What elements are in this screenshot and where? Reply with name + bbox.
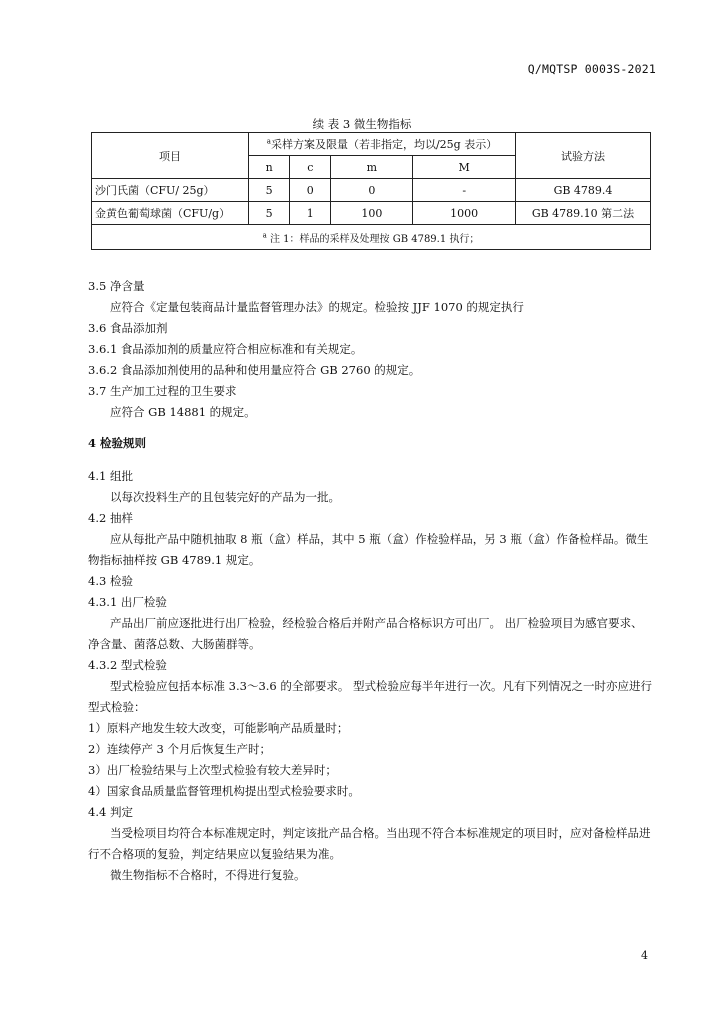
page-number: 4 [641, 949, 648, 962]
row-c: 0 [290, 179, 331, 202]
list-item: 4）国家食品质量监督管理机构提出型式检验要求时。 [88, 784, 360, 798]
subheader-c: c [290, 156, 331, 179]
section-4-4-text-1: 当受检项目均符合本标准规定时，判定该批产品合格。当出现不符合本标准规定的项目时，应对备检样品进行不合格项的复验，判定结果应以复验结果为准。 [88, 826, 651, 861]
table-row [92, 202, 651, 225]
row-item: 沙门氏菌（CFU/ 25g） [92, 179, 249, 202]
column-header-item: 项目 [92, 133, 249, 179]
row-M: - [413, 179, 516, 202]
table-note: $^a$ 注 1：样品的采样及处理按 GB 4789.1 执行； [92, 225, 651, 250]
section-4-3-2-text: 型式检验应包括本标准 3.3～3.6 的全部要求。 型式检验应每半年进行一次。凡有下列情况之一时亦应进行型式检验： [88, 679, 653, 714]
list-item: 3）出厂检验结果与上次型式检验有较大差异时； [88, 763, 337, 777]
microbial-indicator-table [91, 132, 651, 250]
subheader-M: M [413, 156, 516, 179]
row-n: 5 [249, 179, 290, 202]
section-3-6-title: 3.6 食品添加剂 [88, 321, 168, 335]
column-header-method: 试验方法 [516, 133, 651, 179]
row-m: 0 [331, 179, 413, 202]
column-header-sampling: $^a$采样方案及限量（若非指定，均以/25g 表示） [249, 133, 516, 156]
section-4-2-text: 应从每批产品中随机抽取 8 瓶（盒）样品，其中 5 瓶（盒）作检验样品，另 3 瓶（盒）作备检样品。微生物指标抽样按 GB 4789.1 规定。 [88, 532, 649, 567]
row-method: GB 4789.4 [516, 179, 651, 202]
section-3-5-text: 应符合《定量包装商品计量监督管理办法》的规定。检验按 JJF 1070 的规定执行 [110, 300, 524, 314]
section-4-heading: 4 检验规则 [88, 436, 147, 450]
row-item: 金黄色葡萄球菌（CFU/g） [92, 202, 249, 225]
section-4-3-1-text: 产品出厂前应逐批进行出厂检验，经检验合格后并附产品合格标识方可出厂。 出厂检验项目为感官要求、净含量、菌落总数、大肠菌群等。 [88, 616, 643, 651]
row-method: GB 4789.10 第二法 [516, 202, 651, 225]
row-M: 1000 [413, 202, 516, 225]
list-item: 1）原料产地发生较大改变，可能影响产品质量时； [88, 721, 349, 735]
section-3-7-title: 3.7 生产加工过程的卫生要求 [88, 384, 237, 398]
section-4-1-text: 以每次投料生产的且包装完好的产品为一批。 [110, 490, 340, 504]
section-3-6-1: 3.6.1 食品添加剂的质量应符合相应标准和有关规定。 [88, 342, 363, 356]
table-note-row [92, 225, 651, 250]
section-4-1-title: 4.1 组批 [88, 469, 133, 483]
section-4-4-title: 4.4 判定 [88, 805, 133, 819]
section-4-3-1-title: 4.3.1 出厂检验 [88, 595, 167, 609]
subheader-m: m [331, 156, 413, 179]
section-3-7-text: 应符合 GB 14881 的规定。 [110, 405, 256, 419]
section-4-3-title: 4.3 检验 [88, 574, 133, 588]
subheader-n: n [249, 156, 290, 179]
section-4-4-text-2: 微生物指标不合格时，不得进行复验。 [110, 868, 306, 882]
document-code: Q/MQTSP 0003S-2021 [527, 62, 656, 76]
table-header-row [92, 133, 651, 156]
table-row [92, 179, 651, 202]
row-m: 100 [331, 202, 413, 225]
table-caption: 续 表 3 微生物指标 [312, 117, 412, 131]
section-3-6-2: 3.6.2 食品添加剂使用的品种和使用量应符合 GB 2760 的规定。 [88, 363, 421, 377]
document-body [88, 276, 653, 886]
section-4-3-2-title: 4.3.2 型式检验 [88, 658, 167, 672]
section-4-2-title: 4.2 抽样 [88, 511, 133, 525]
list-item: 2）连续停产 3 个月后恢复生产时； [88, 742, 271, 756]
section-3-5-title: 3.5 净含量 [88, 279, 145, 293]
row-c: 1 [290, 202, 331, 225]
row-n: 5 [249, 202, 290, 225]
